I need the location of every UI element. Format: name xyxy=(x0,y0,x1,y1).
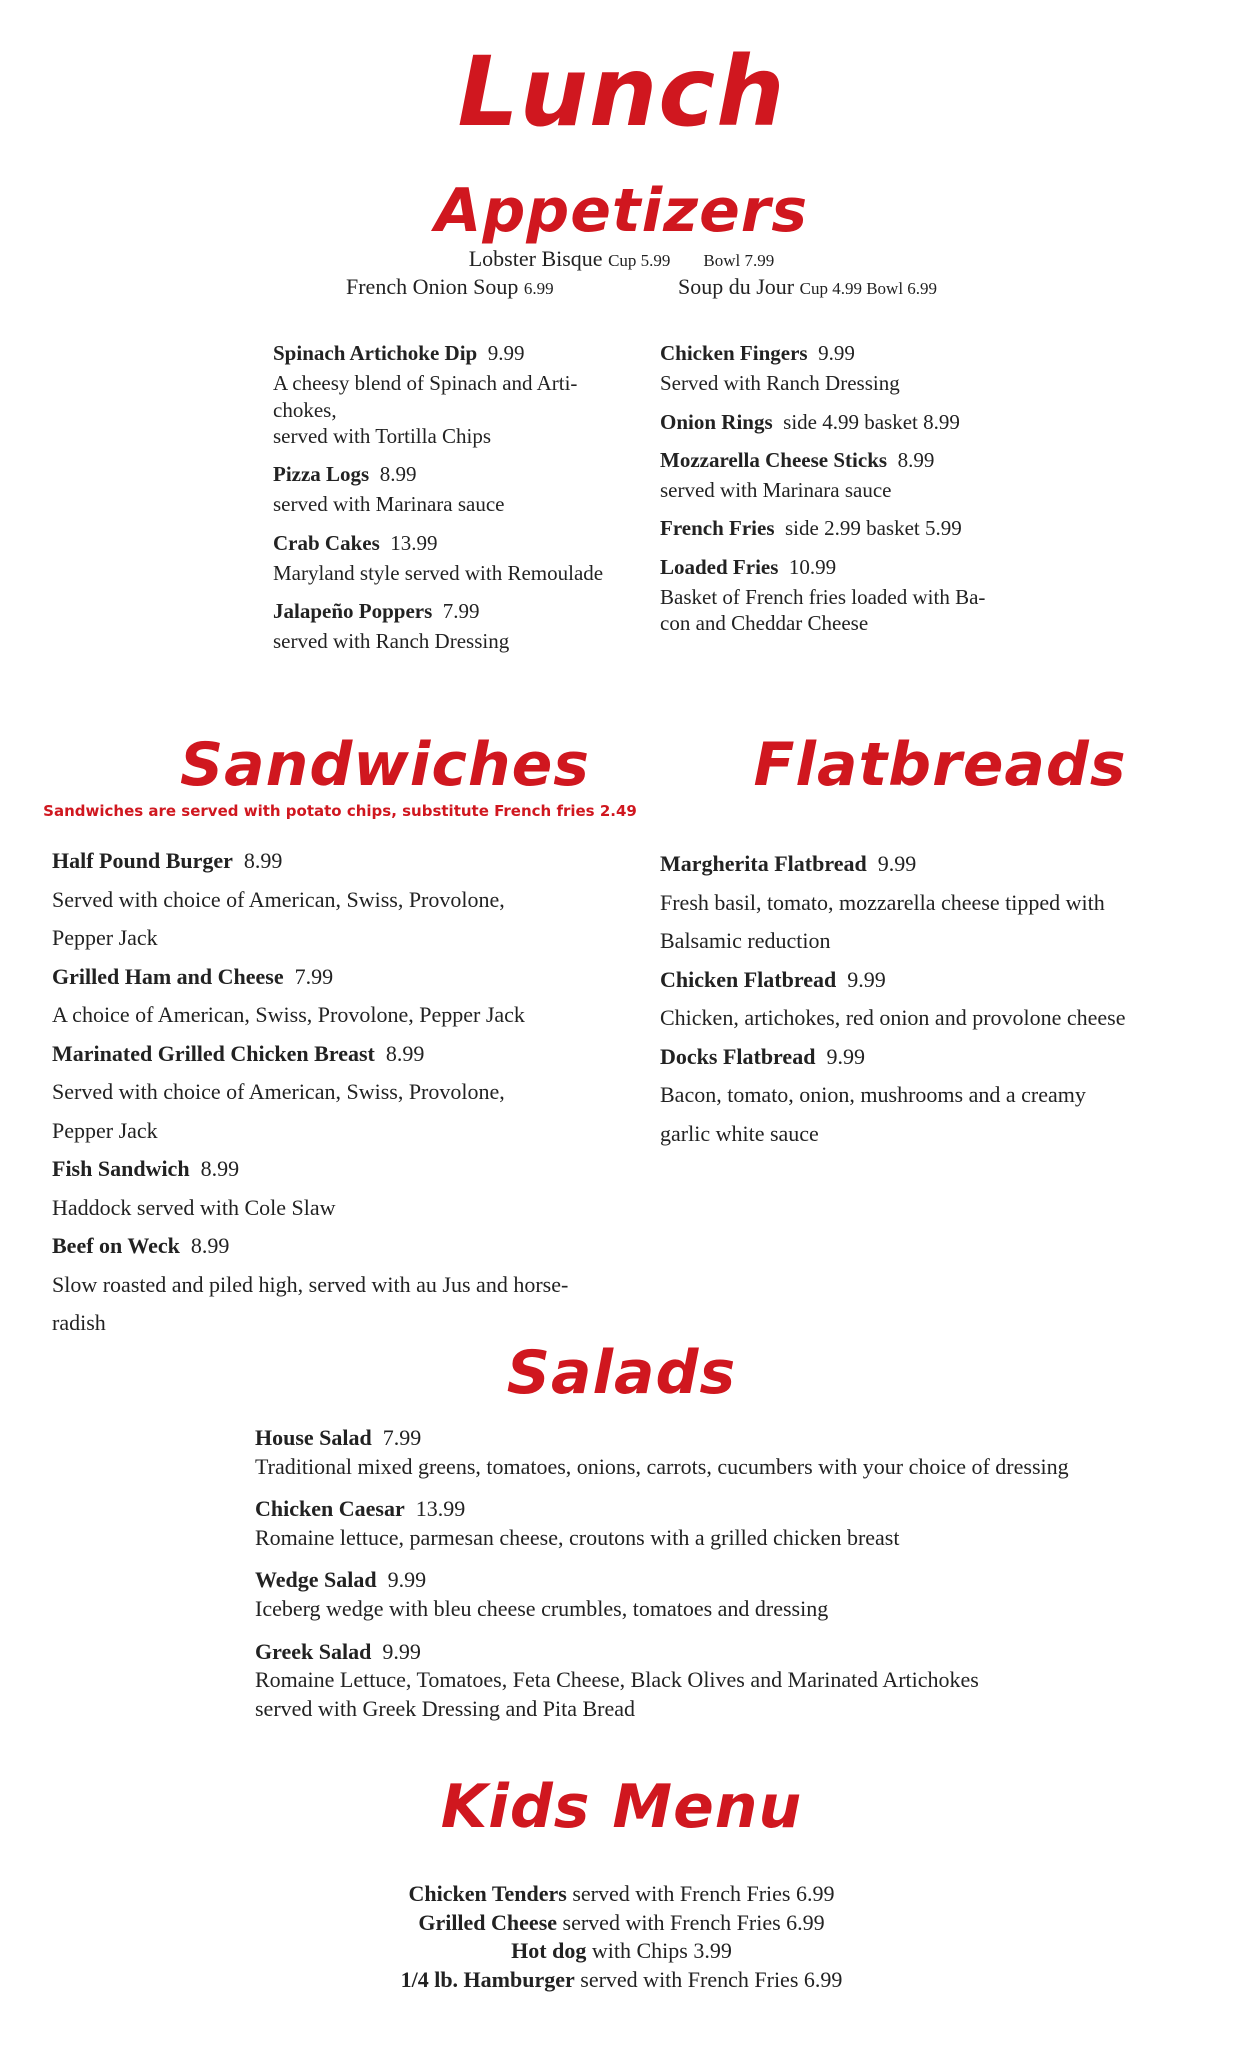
menu-item-price: 8.99 xyxy=(379,462,417,486)
menu-item-price: 7.99 xyxy=(442,599,480,623)
menu-item-name: French Fries xyxy=(660,516,775,541)
menu-item xyxy=(273,530,643,587)
menu-item-name: Greek Salad xyxy=(255,1638,372,1664)
menu-item-name: Marinated Grilled Chicken Breast xyxy=(52,1040,375,1066)
item-description: Served with Ranch Dressing xyxy=(660,371,900,396)
lobster-bisque xyxy=(0,246,1243,272)
menu-item-name: Chicken Flatbread xyxy=(660,966,837,992)
menu-item-header xyxy=(52,958,652,997)
menu-item-name: Half Pound Burger xyxy=(52,848,233,873)
menu-item-header xyxy=(255,1495,1215,1524)
menu-item-price: 9.99 xyxy=(382,1638,421,1664)
sandwiches-list xyxy=(52,842,652,1343)
item-description: Romaine lettuce, parmesan cheese, croutons with a grilled chicken breast xyxy=(255,1524,900,1550)
item-description: Bacon, tomato, onion, mushrooms and a creamy garlic white sauce xyxy=(660,1082,1086,1146)
menu-item-header xyxy=(273,530,643,556)
item-description: Slow roasted and piled high, served with au Jus and horse- radish xyxy=(52,1271,569,1335)
menu-item xyxy=(660,340,1060,397)
menu-item-header xyxy=(660,554,1060,580)
menu-item-price: 8.99 xyxy=(200,1156,240,1181)
menu-item-name: Crab Cakes xyxy=(273,530,380,555)
menu-item-price: 7.99 xyxy=(382,1425,422,1450)
flatbreads-heading: Flatbreads xyxy=(753,730,1127,800)
french-onion-soup xyxy=(346,274,554,300)
menu-item xyxy=(255,1566,1215,1623)
kids-list xyxy=(0,1880,1243,1994)
item-description: Traditional mixed greens, tomatoes, onions, carrots, cucumbers with your choice of dressing xyxy=(255,1453,1069,1479)
kids-item-name: Hot dog xyxy=(511,1938,587,1964)
menu-item-price: 9.99 xyxy=(847,966,886,992)
french-onion-name: French Onion Soup xyxy=(346,274,519,299)
menu-item-header xyxy=(52,1150,652,1189)
menu-item xyxy=(660,409,1060,435)
menu-item-price: 9.99 xyxy=(826,1043,865,1069)
menu-item-name: Grilled Ham and Cheese xyxy=(52,963,284,989)
salads-list xyxy=(255,1424,1215,1737)
menu-item-name: Mozzarella Cheese Sticks xyxy=(660,447,888,472)
menu-item-price: 9.99 xyxy=(387,1567,427,1593)
menu-item xyxy=(273,340,643,449)
menu-item-header xyxy=(273,340,643,366)
sandwiches-heading: Sandwiches xyxy=(179,730,591,800)
lobster-bisque-bowl: Bowl 7.99 xyxy=(703,251,775,270)
kids-item-description: served with French Fries 6.99 xyxy=(572,1881,835,1906)
menu-item xyxy=(52,958,652,1035)
menu-item-header xyxy=(660,845,1230,884)
item-description: served with Marinara sauce xyxy=(273,492,505,517)
soup-du-jour xyxy=(678,274,937,300)
menu-item-header xyxy=(52,1227,652,1266)
menu-item-name: Margherita Flatbread xyxy=(660,851,867,876)
menu-item-price: 7.99 xyxy=(294,963,334,989)
item-description: A cheesy blend of Spinach and Arti- chokes, served with Tortilla Chips xyxy=(273,371,578,448)
french-onion-price: 6.99 xyxy=(523,279,554,298)
menu-item-header xyxy=(255,1638,1215,1667)
kids-item-description: served with French Fries 6.99 xyxy=(580,1966,843,1992)
menu-item-header xyxy=(660,340,1060,366)
item-description: served with Ranch Dressing xyxy=(273,629,510,654)
menu-item xyxy=(660,961,1230,1038)
kids-item-description: with Chips 3.99 xyxy=(591,1938,732,1964)
soup-du-jour-prices: Cup 4.99 Bowl 6.99 xyxy=(799,279,938,298)
menu-item-name: House Salad xyxy=(255,1425,372,1450)
menu-item-price: 8.99 xyxy=(897,447,935,472)
menu-item-price: 9.99 xyxy=(877,851,917,876)
menu-item xyxy=(52,1150,652,1227)
item-description: Basket of French fries loaded with Ba- con and Cheddar Cheese xyxy=(660,584,986,635)
kids-item xyxy=(0,1937,1243,1966)
page-title: Lunch xyxy=(457,36,786,148)
item-description: Chicken, artichokes, red onion and provolone cheese xyxy=(660,1005,1126,1030)
menu-item-name: Onion Rings xyxy=(660,409,773,434)
menu-item-header xyxy=(660,961,1230,1000)
menu-item-name: Loaded Fries xyxy=(660,554,779,579)
menu-item-header xyxy=(273,598,643,624)
menu-item-price: side 4.99 basket 8.99 xyxy=(783,409,960,434)
item-description: A choice of American, Swiss, Provolone, Pepper Jack xyxy=(52,1002,525,1027)
menu-item-name: Chicken Caesar xyxy=(255,1496,405,1522)
menu-item-header xyxy=(660,515,1060,541)
menu-item-header xyxy=(273,461,643,487)
menu-item xyxy=(52,842,652,958)
menu-item xyxy=(660,515,1060,541)
menu-item xyxy=(660,554,1060,637)
menu-item-name: Fish Sandwich xyxy=(52,1156,190,1181)
menu-item-price: 9.99 xyxy=(818,341,855,365)
menu-item-header xyxy=(255,1424,1215,1453)
menu-item-header xyxy=(660,447,1060,473)
menu-item-price: side 2.99 basket 5.99 xyxy=(785,516,962,541)
menu-item-name: Beef on Weck xyxy=(52,1233,180,1258)
menu-item xyxy=(660,1038,1230,1154)
menu-item xyxy=(52,1035,652,1151)
menu-item-name: Wedge Salad xyxy=(255,1567,377,1593)
item-description: served with Marinara sauce xyxy=(660,478,892,502)
menu-item xyxy=(255,1638,1215,1724)
menu-item-price: 9.99 xyxy=(487,341,525,365)
kids-item-name: 1/4 lb. Hamburger xyxy=(400,1966,575,1992)
menu-item-header xyxy=(52,1035,652,1074)
menu-item xyxy=(273,598,643,655)
menu-item-name: Jalapeño Poppers xyxy=(273,599,433,623)
item-description: Romaine Lettuce, Tomatoes, Feta Cheese, Black Olives and Marinated Artichokes served with Greek Dressing and Pita Bread xyxy=(255,1667,979,1721)
menu-item xyxy=(255,1424,1215,1481)
menu-item xyxy=(660,845,1230,961)
menu-item xyxy=(52,1227,652,1343)
menu-item-price: 8.99 xyxy=(190,1233,230,1258)
appetizers-left-column xyxy=(273,340,643,667)
menu-item-price: 8.99 xyxy=(243,848,283,873)
kids-item-name: Grilled Cheese xyxy=(418,1909,558,1935)
menu-item xyxy=(255,1495,1215,1552)
menu-item-name: Chicken Fingers xyxy=(660,341,808,365)
menu-item-header xyxy=(660,1038,1230,1077)
kids-item-name: Chicken Tenders xyxy=(408,1881,567,1906)
flatbreads-list xyxy=(660,845,1230,1153)
menu-item-price: 10.99 xyxy=(788,554,837,579)
menu-item-name: Docks Flatbread xyxy=(660,1043,816,1069)
soup-du-jour-name: Soup du Jour xyxy=(678,274,795,299)
appetizers-heading: Appetizers xyxy=(434,176,809,246)
menu-item-price: 13.99 xyxy=(415,1496,466,1522)
lobster-bisque-cup: Cup 5.99 xyxy=(608,251,671,270)
item-description: Served with choice of American, Swiss, Provolone, Pepper Jack xyxy=(52,1079,505,1143)
menu-item-header xyxy=(52,842,652,881)
menu-item xyxy=(660,447,1060,504)
kids-item xyxy=(0,1909,1243,1938)
item-description: Fresh basil, tomato, mozzarella cheese tipped with Balsamic reduction xyxy=(660,889,1105,953)
sandwiches-note: Sandwiches are served with potato chips, substitute French fries 2.49 xyxy=(43,802,637,820)
kids-item-description: served with French Fries 6.99 xyxy=(562,1909,825,1935)
kids-item xyxy=(0,1880,1243,1909)
menu-item-price: 13.99 xyxy=(390,530,438,555)
item-description: Haddock served with Cole Slaw xyxy=(52,1194,336,1220)
menu-item-name: Spinach Artichoke Dip xyxy=(273,341,478,365)
menu-item xyxy=(273,461,643,518)
item-description: Maryland style served with Remoulade xyxy=(273,560,604,585)
kids-item xyxy=(0,1966,1243,1995)
menu-item-price: 8.99 xyxy=(385,1040,425,1066)
lobster-bisque-name: Lobster Bisque xyxy=(468,246,603,271)
salads-heading: Salads xyxy=(506,1338,737,1408)
item-description: Served with choice of American, Swiss, Provolone, Pepper Jack xyxy=(52,886,505,950)
menu-item-header xyxy=(255,1566,1215,1595)
menu-item-header xyxy=(660,409,1060,435)
menu-item-name: Pizza Logs xyxy=(273,462,370,486)
item-description: Iceberg wedge with bleu cheese crumbles, tomatoes and dressing xyxy=(255,1595,829,1621)
appetizers-right-column xyxy=(660,340,1060,648)
kids-heading: Kids Menu xyxy=(440,1772,803,1842)
